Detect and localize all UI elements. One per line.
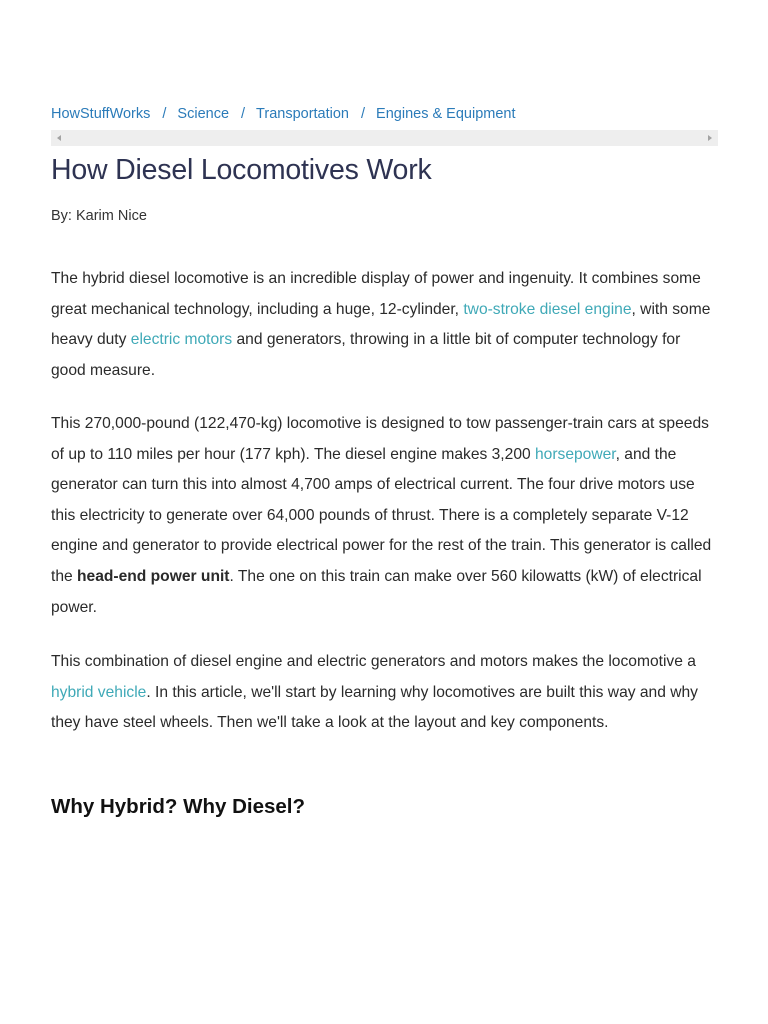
paragraph-text: . The one on this train can make over 560 kilowatts (kW) of electrical power. bbox=[51, 567, 702, 616]
paragraph-overview bbox=[51, 647, 718, 739]
scroll-left-arrow-icon[interactable] bbox=[57, 135, 61, 141]
breadcrumb-separator: / bbox=[361, 106, 366, 122]
breadcrumb-engines-equipment[interactable]: Engines & Equipment bbox=[376, 106, 516, 122]
paragraph-text: and generators, throwing in a little bit of computer technology for good measure. bbox=[51, 331, 681, 379]
breadcrumb-separator: / bbox=[162, 106, 167, 122]
breadcrumb-separator: / bbox=[241, 106, 246, 122]
breadcrumb-transportation[interactable]: Transportation bbox=[256, 106, 350, 122]
link-horsepower[interactable]: horsepower bbox=[535, 445, 616, 463]
section-heading: Why Hybrid? Why Diesel? bbox=[51, 795, 305, 818]
paragraph-text: This combination of diesel engine and electric generators and motors makes the locomotive a bbox=[51, 653, 696, 670]
byline-prefix: By: bbox=[51, 208, 76, 224]
paragraph-specs bbox=[51, 409, 718, 623]
breadcrumb-horizontal-scrollbar[interactable] bbox=[51, 130, 718, 146]
paragraph-intro bbox=[51, 264, 718, 386]
breadcrumb-science[interactable]: Science bbox=[177, 106, 230, 122]
breadcrumb bbox=[51, 106, 718, 128]
byline bbox=[51, 208, 147, 224]
paragraph-text: . In this article, we'll start by learning why locomotives are built this way and why they have steel wheels. Then we'll take a look at the layout and key components. bbox=[51, 683, 698, 732]
breadcrumb-howstuffworks[interactable]: HowStuffWorks bbox=[51, 106, 151, 122]
paragraph-text: , and the generator can turn this into almost 4,700 amps of electrical current. The four drive motors use this electricity to generate over 64,000 pounds of thrust. There is a completely separate V-12 engine and generator to provide electrical power for the rest of the train. This generator is called the bbox=[51, 445, 712, 585]
paragraph-text: , with some heavy duty bbox=[51, 300, 711, 349]
paragraph-text: This 270,000-pound (122,470-kg) locomotive is designed to tow passenger-train cars at speeds of up to 110 miles per hour (177 kph). The diesel engine makes 3,200 bbox=[51, 415, 709, 463]
author-name[interactable]: Karim Nice bbox=[75, 208, 147, 224]
link-two-stroke-diesel-engine[interactable]: two-stroke diesel engine bbox=[463, 300, 632, 318]
link-hybrid-vehicle[interactable]: hybrid vehicle bbox=[51, 683, 147, 701]
scroll-right-arrow-icon[interactable] bbox=[708, 135, 712, 141]
page-title: How Diesel Locomotives Work bbox=[51, 154, 432, 186]
link-electric-motors[interactable]: electric motors bbox=[130, 331, 233, 349]
paragraph-text: The hybrid diesel locomotive is an incredible display of power and ingenuity. It combines some great mechanical technology, including a huge, 12-cylinder, bbox=[51, 270, 701, 318]
bold-term-head-end-power-unit: head-end power unit bbox=[77, 567, 230, 585]
